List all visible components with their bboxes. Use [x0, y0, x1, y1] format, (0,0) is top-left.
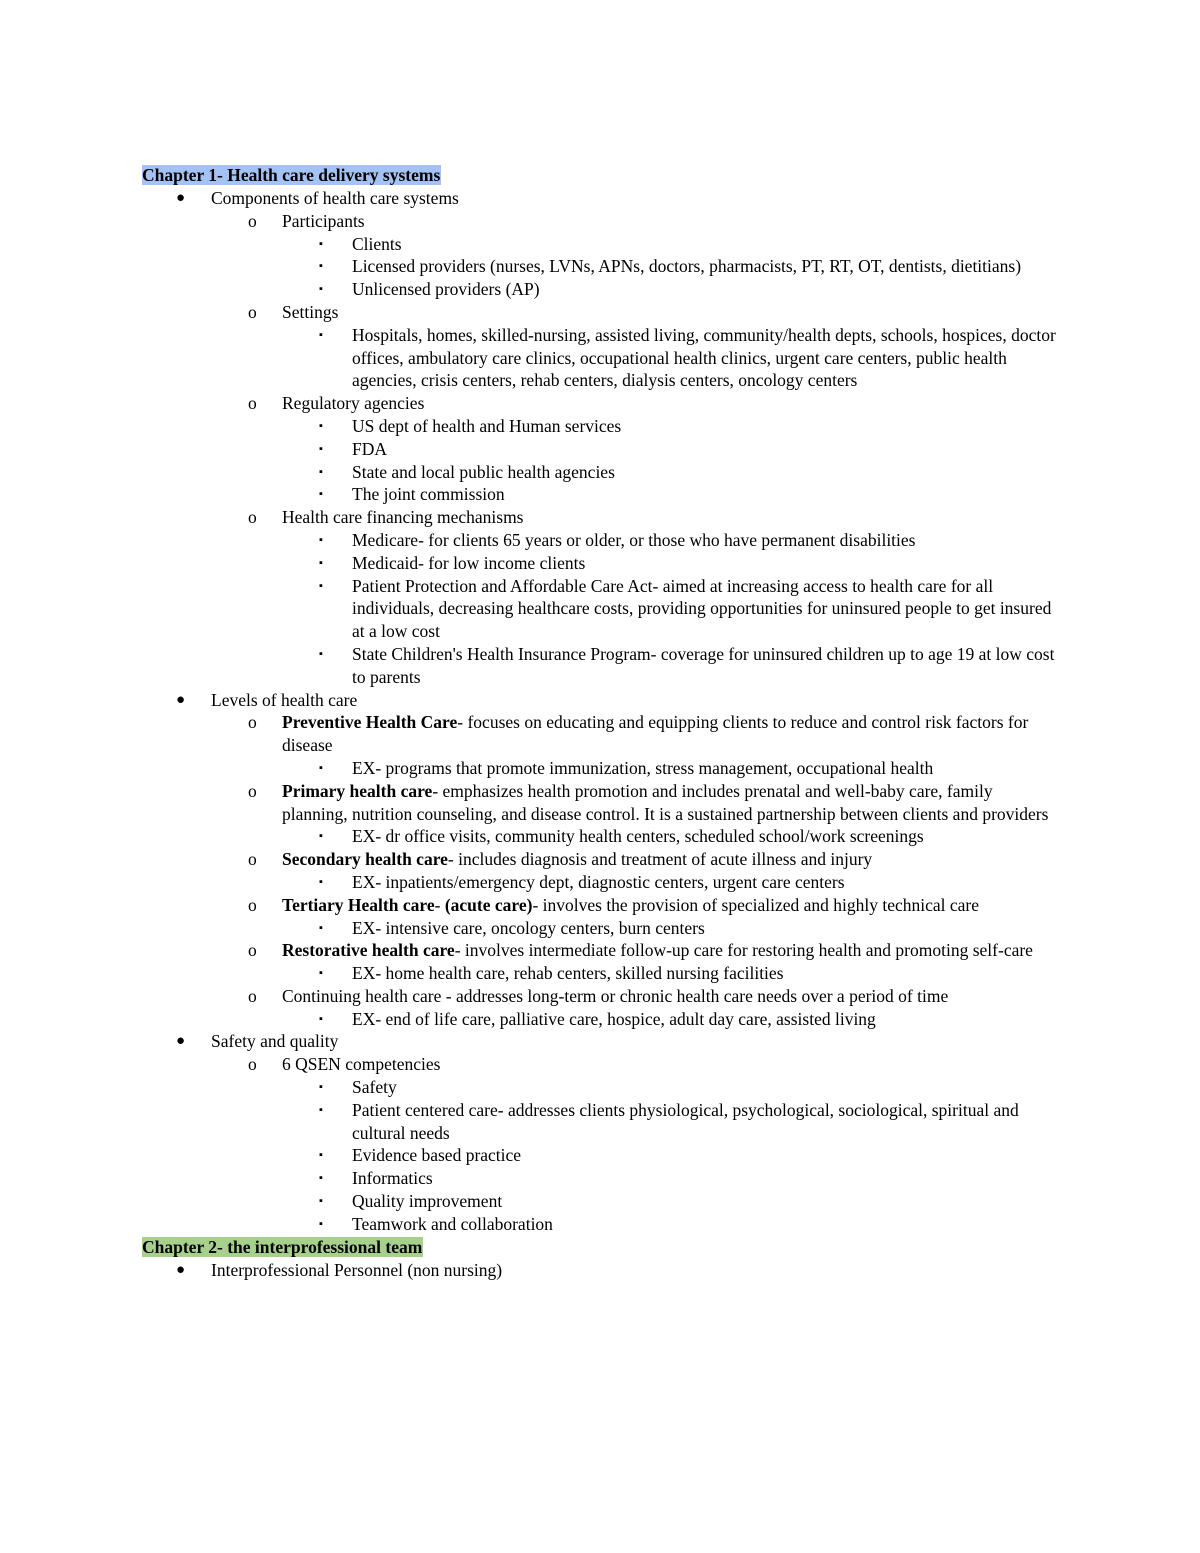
- list-item: [142, 757, 1062, 780]
- item-text: Unlicensed providers (AP): [352, 279, 540, 300]
- item-text: Patient Protection and Affordable Care Act- aimed at increasing access to health care for all individuals, decreasing healthcare costs, providing opportunities for uninsured people to get insured at a low cost: [352, 575, 1052, 642]
- item-text: Medicare- for clients 65 years or older, or those who have permanent disabilities: [352, 529, 916, 550]
- term-text: Tertiary Health care: [282, 894, 435, 915]
- square-bullet-icon: ▪: [319, 967, 323, 980]
- item-text: Safety and quality: [211, 1031, 339, 1052]
- term-text: Preventive Health Care: [282, 712, 458, 733]
- item-text: State Children's Health Insurance Program- coverage for uninsured children up to age 19 at low cost to parents: [352, 643, 1055, 687]
- term-text: (acute care): [444, 894, 533, 915]
- item-text: - emphasizes health promotion and includes prenatal and well-baby care, family planning, nutrition counseling, and disease control. It is a sustained partnership between clients and providers: [282, 780, 1049, 824]
- list-item: [142, 985, 1062, 1008]
- item-text: Medicaid- for low income clients: [352, 552, 586, 573]
- item-text: The joint commission: [352, 484, 505, 505]
- list-item: [142, 871, 1062, 894]
- list-item: [142, 825, 1062, 848]
- list-item: [142, 461, 1062, 484]
- item-text: Clients: [352, 233, 402, 254]
- list-item: [142, 552, 1062, 575]
- square-bullet-icon: ▪: [319, 830, 323, 843]
- circle-bullet-icon: o: [248, 940, 257, 961]
- square-bullet-icon: ▪: [319, 579, 323, 592]
- item-text: EX- intensive care, oncology centers, burn centers: [352, 917, 705, 938]
- circle-bullet-icon: o: [248, 712, 257, 733]
- chapter-2-heading: [142, 1236, 1062, 1259]
- list-item: [142, 780, 1062, 826]
- square-bullet-icon: ▪: [319, 761, 323, 774]
- square-bullet-icon: ▪: [319, 556, 323, 569]
- term-text: Primary health care: [282, 780, 433, 801]
- list-item: [142, 233, 1062, 256]
- circle-bullet-icon: o: [248, 1054, 257, 1075]
- item-text: Components of health care systems: [211, 188, 459, 208]
- square-bullet-icon: ▪: [319, 260, 323, 273]
- circle-bullet-icon: o: [248, 894, 257, 915]
- list-item: [142, 187, 1062, 210]
- list-item: [142, 1167, 1062, 1190]
- list-item: [142, 278, 1062, 301]
- item-text: Settings: [282, 301, 339, 322]
- square-bullet-icon: ▪: [319, 237, 323, 250]
- square-bullet-icon: ▪: [319, 1081, 323, 1094]
- square-bullet-icon: ▪: [319, 1217, 323, 1230]
- item-text: - involves the provision of specialized and highly technical care: [532, 894, 980, 915]
- list-item: [142, 962, 1062, 985]
- list-item: [142, 1099, 1062, 1145]
- square-bullet-icon: ▪: [319, 1172, 323, 1185]
- bullet-icon: ●: [176, 691, 186, 708]
- circle-bullet-icon: o: [248, 210, 257, 231]
- item-text: Safety: [352, 1077, 397, 1098]
- square-bullet-icon: ▪: [319, 875, 323, 888]
- item-text: Informatics: [352, 1168, 433, 1189]
- bullet-icon: ●: [176, 1261, 186, 1278]
- list-item: [142, 301, 1062, 324]
- list-item: [142, 939, 1062, 962]
- list-item: [142, 529, 1062, 552]
- item-text: EX- programs that promote immunization, stress management, occupational health: [352, 757, 934, 778]
- item-text: Participants: [282, 210, 365, 231]
- item-text: Hospitals, homes, skilled-nursing, assisted living, community/health depts, schools, hospices, doctor offices, ambulatory care clinics, occupational health clinics, urgent care centers, public health agencies, crisis centers, rehab centers, dialysis centers, oncology centers: [352, 324, 1056, 391]
- item-text: EX- end of life care, palliative care, hospice, adult day care, assisted living: [352, 1008, 876, 1029]
- list-item: [142, 1008, 1062, 1031]
- item-text: State and local public health agencies: [352, 461, 615, 482]
- item-text: Interprofessional Personnel (non nursing): [211, 1259, 503, 1280]
- list-item: [142, 894, 1062, 917]
- list-item: [142, 1213, 1062, 1236]
- item-text: - includes diagnosis and treatment of acute illness and injury: [447, 849, 873, 870]
- list-item: [142, 483, 1062, 506]
- square-bullet-icon: ▪: [319, 442, 323, 455]
- item-text: - focuses on educating and equipping clients to reduce and control risk factors for disease: [282, 712, 1029, 756]
- item-text: EX- dr office visits, community health centers, scheduled school/work screenings: [352, 826, 924, 847]
- item-text: -: [434, 894, 445, 915]
- item-text: - involves intermediate follow-up care for restoring health and promoting self-care: [454, 940, 1033, 961]
- square-bullet-icon: ▪: [319, 1103, 323, 1116]
- list-item: [142, 1053, 1062, 1076]
- bullet-icon: ●: [176, 190, 186, 206]
- list-item: [142, 324, 1062, 392]
- item-text: Regulatory agencies: [282, 393, 425, 414]
- list-item: [142, 1030, 1062, 1053]
- circle-bullet-icon: o: [248, 985, 257, 1006]
- list-item: [142, 575, 1062, 643]
- square-bullet-icon: ▪: [319, 921, 323, 934]
- circle-bullet-icon: o: [248, 301, 257, 322]
- square-bullet-icon: ▪: [319, 283, 323, 296]
- circle-bullet-icon: o: [248, 780, 257, 801]
- circle-bullet-icon: o: [248, 393, 257, 414]
- item-text: US dept of health and Human services: [352, 415, 622, 436]
- square-bullet-icon: ▪: [319, 419, 323, 432]
- item-text: Quality improvement: [352, 1191, 503, 1212]
- square-bullet-icon: ▪: [319, 1149, 323, 1162]
- list-item: [142, 438, 1062, 461]
- chapter-1-heading: [142, 164, 1062, 187]
- notes-content: [142, 164, 1062, 1281]
- square-bullet-icon: ▪: [319, 647, 323, 660]
- item-text: 6 QSEN competencies: [282, 1054, 441, 1075]
- list-item: [142, 1144, 1062, 1167]
- list-item: [142, 643, 1062, 689]
- square-bullet-icon: ▪: [319, 1195, 323, 1208]
- list-item: [142, 1190, 1062, 1213]
- item-text: Health care financing mechanisms: [282, 507, 524, 528]
- list-item: [142, 917, 1062, 940]
- square-bullet-icon: ▪: [319, 533, 323, 546]
- item-text: EX- home health care, rehab centers, skilled nursing facilities: [352, 963, 784, 984]
- term-text: Secondary health care: [282, 849, 448, 870]
- list-item: [142, 848, 1062, 871]
- term-text: Restorative health care: [282, 940, 455, 961]
- chapter-2-heading-text: Chapter 2- the interprofessional team: [142, 1236, 423, 1257]
- chapter-1-heading-text: Chapter 1- Health care delivery systems: [142, 165, 441, 185]
- list-item: [142, 711, 1062, 757]
- item-text: Levels of health care: [211, 689, 358, 710]
- list-item: [142, 689, 1062, 712]
- list-item: [142, 1076, 1062, 1099]
- circle-bullet-icon: o: [248, 849, 257, 870]
- square-bullet-icon: ▪: [319, 1012, 323, 1025]
- item-text: Teamwork and collaboration: [352, 1213, 553, 1234]
- square-bullet-icon: ▪: [319, 465, 323, 478]
- list-item: [142, 210, 1062, 233]
- list-item: [142, 1259, 1062, 1282]
- item-text: Evidence based practice: [352, 1145, 522, 1166]
- item-text: Continuing health care - addresses long-term or chronic health care needs over a period of time: [282, 985, 949, 1006]
- item-text: Licensed providers (nurses, LVNs, APNs, doctors, pharmacists, PT, RT, OT, dentists, dietitians): [352, 256, 1022, 277]
- item-text: FDA: [352, 438, 388, 459]
- square-bullet-icon: ▪: [319, 488, 323, 501]
- bullet-icon: ●: [176, 1033, 186, 1050]
- circle-bullet-icon: o: [248, 507, 257, 528]
- item-text: Patient centered care- addresses clients physiological, psychological, sociological, spiritual and cultural needs: [352, 1099, 1019, 1143]
- item-text: EX- inpatients/emergency dept, diagnostic centers, urgent care centers: [352, 871, 845, 892]
- list-item: [142, 255, 1062, 278]
- list-item: [142, 506, 1062, 529]
- list-item: [142, 392, 1062, 415]
- square-bullet-icon: ▪: [319, 328, 323, 341]
- list-item: [142, 415, 1062, 438]
